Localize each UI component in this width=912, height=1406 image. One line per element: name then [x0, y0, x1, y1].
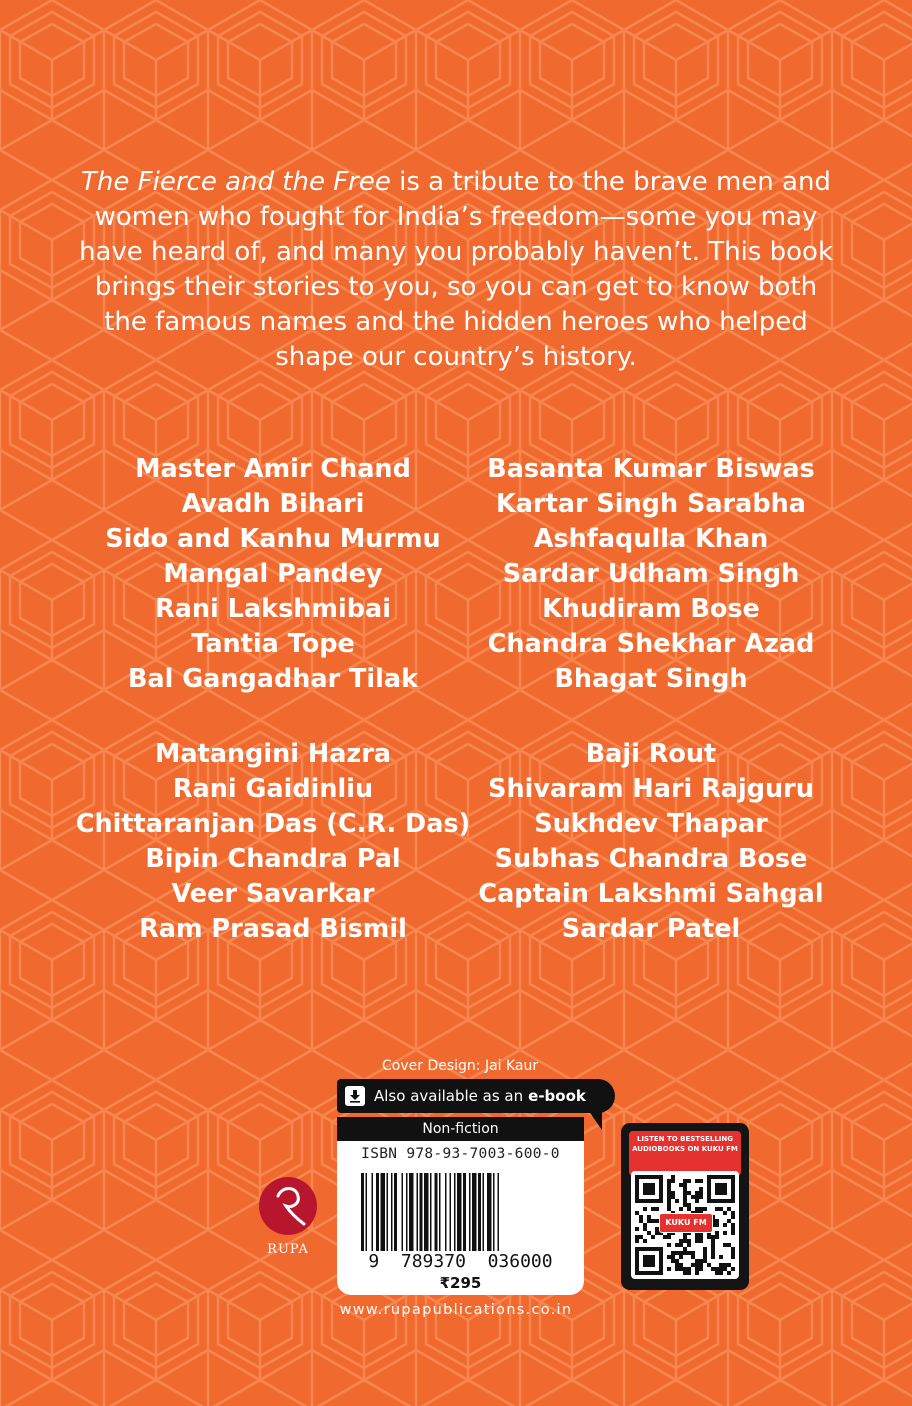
book-blurb [78, 165, 834, 375]
name-item: Sido and Kanhu Murmu [105, 524, 441, 554]
name-item: Basanta Kumar Biswas [487, 454, 815, 484]
name-item: Ashfaqulla Khan [533, 524, 769, 554]
kuku-banner-text: LISTEN TO BESTSELLING AUDIOBOOKS ON KUKU FM [629, 1131, 741, 1176]
name-item: Tantia Tope [191, 629, 355, 659]
names-list-group1-right [436, 452, 866, 697]
publisher-website[interactable]: www.rupapublications.co.in [339, 1302, 573, 1318]
name-item: Rani Gaidinliu [172, 774, 374, 804]
category-label: Non-fiction [337, 1117, 584, 1141]
name-item: Bhagat Singh [554, 664, 748, 694]
name-item: Sardar Udham Singh [502, 559, 800, 589]
isbn-number: ISBN 978-93-7003-600-0 [361, 1146, 560, 1162]
name-item: Captain Lakshmi Sahgal [478, 879, 824, 909]
kuku-fm-logo: KUKU FM [659, 1213, 713, 1233]
name-item: Bal Gangadhar Tilak [127, 664, 419, 694]
name-item: Subhas Chandra Bose [494, 844, 808, 874]
name-item: Bipin Chandra Pal [145, 844, 401, 874]
name-item: Khudiram Bose [542, 594, 760, 624]
name-item: Matangini Hazra [154, 739, 392, 769]
name-item: Master Amir Chand [135, 454, 411, 484]
name-item: Avadh Bihari [181, 489, 365, 519]
names-list-group2-right [436, 737, 866, 947]
name-item: Rani Lakshmibai [155, 594, 391, 624]
book-title: The Fierce and the Free [81, 167, 391, 197]
rupa-logo-icon [258, 1176, 318, 1236]
name-item: Baji Rout [585, 739, 717, 769]
download-icon [345, 1086, 365, 1106]
name-item: Kartar Singh Sarabha [496, 489, 806, 519]
cover-design-credit: Cover Design: Jai Kaur [382, 1058, 539, 1074]
blurb-text: is a tribute to the brave men and women who fought for India’s freedom—some you may have heard of, and many you probably haven’t. This book brings their stories to you, so you can get to know both the famous names and the hidden heroes who helped shape our country’s history. [78, 167, 834, 372]
barcode-image [359, 1173, 569, 1251]
publisher-name: RUPA [267, 1242, 309, 1257]
names-list-group2-left [58, 737, 488, 947]
name-item: Mangal Pandey [163, 559, 383, 589]
name-item: Sardar Patel [561, 914, 741, 944]
ebook-bold-text: e-book [528, 1087, 586, 1105]
names-list-group1-left [58, 452, 488, 697]
price-label: ₹295 [439, 1274, 482, 1292]
name-item: Ram Prasad Bismil [139, 914, 407, 944]
kuku-fm-qr-card [621, 1123, 749, 1290]
barcode-block [337, 1117, 584, 1295]
name-item: Shivaram Hari Rajguru [488, 774, 814, 804]
name-item: Sukhdev Thapar [534, 809, 768, 839]
name-item: Veer Savarkar [171, 879, 375, 909]
ebook-availability-label [337, 1079, 615, 1113]
name-item: Chittaranjan Das (C.R. Das) [75, 809, 471, 839]
ebook-pill-tail [588, 1110, 602, 1130]
name-item: Chandra Shekhar Azad [487, 629, 815, 659]
barcode-digits: 9 789370 036000 [368, 1251, 553, 1272]
ebook-text: Also available as an [374, 1087, 524, 1105]
